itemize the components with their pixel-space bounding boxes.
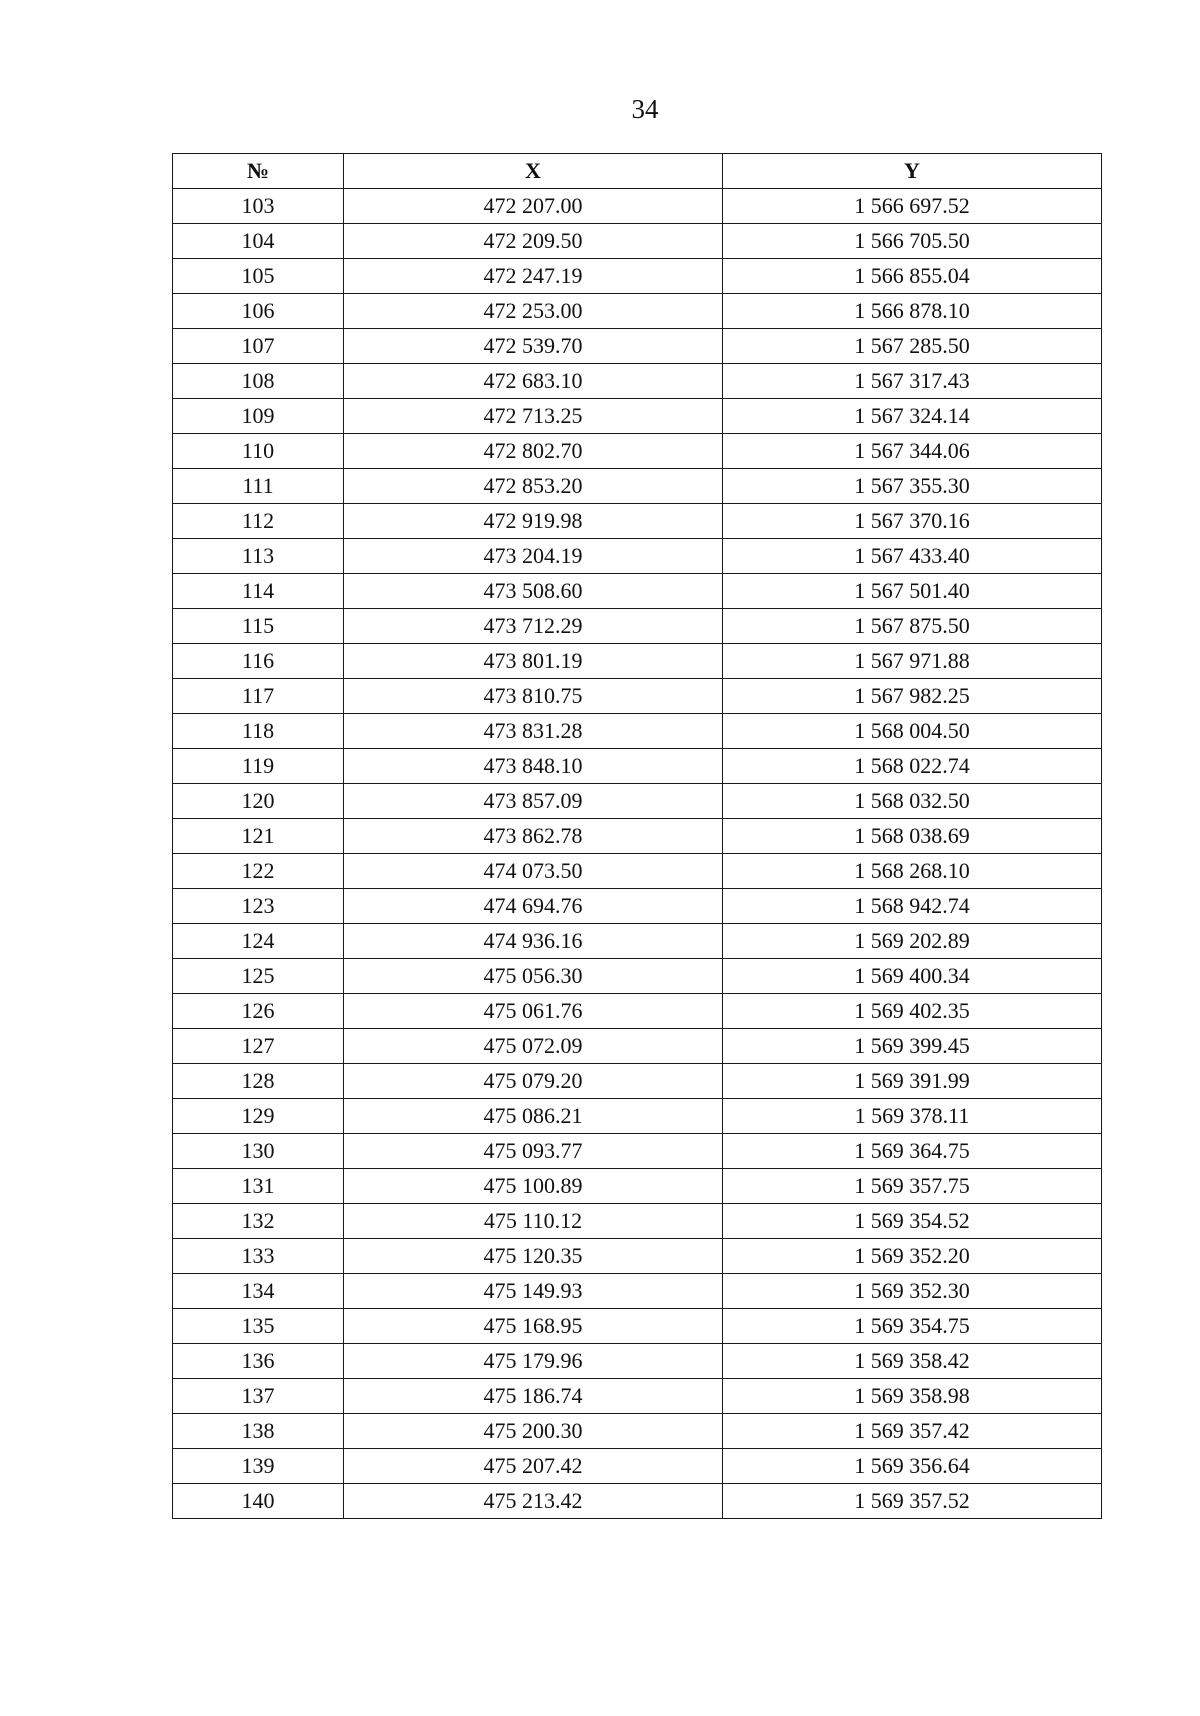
- table-row: [173, 1379, 1102, 1414]
- table-row: [173, 924, 1102, 959]
- table-row: [173, 819, 1102, 854]
- cell-x: 475 213.42: [344, 1484, 723, 1519]
- cell-x: 475 110.12: [344, 1204, 723, 1239]
- cell-y: 1 568 032.50: [723, 784, 1102, 819]
- cell-y: 1 569 378.11: [723, 1099, 1102, 1134]
- cell-y: 1 566 878.10: [723, 294, 1102, 329]
- cell-number: 121: [173, 819, 344, 854]
- cell-y: 1 569 400.34: [723, 959, 1102, 994]
- cell-number: 137: [173, 1379, 344, 1414]
- cell-y: 1 568 942.74: [723, 889, 1102, 924]
- table-row: [173, 224, 1102, 259]
- cell-number: 128: [173, 1064, 344, 1099]
- cell-y: 1 569 358.42: [723, 1344, 1102, 1379]
- cell-y: 1 569 364.75: [723, 1134, 1102, 1169]
- cell-x: 475 086.21: [344, 1099, 723, 1134]
- cell-number: 126: [173, 994, 344, 1029]
- cell-x: 472 919.98: [344, 504, 723, 539]
- table-row: [173, 714, 1102, 749]
- cell-number: 115: [173, 609, 344, 644]
- table-row: [173, 574, 1102, 609]
- cell-x: 475 207.42: [344, 1449, 723, 1484]
- table-row: [173, 889, 1102, 924]
- cell-number: 116: [173, 644, 344, 679]
- cell-y: 1 569 358.98: [723, 1379, 1102, 1414]
- table-row: [173, 1449, 1102, 1484]
- table-row: [173, 1099, 1102, 1134]
- cell-number: 127: [173, 1029, 344, 1064]
- column-header-x: X: [344, 154, 723, 189]
- cell-x: 473 862.78: [344, 819, 723, 854]
- cell-x: 472 247.19: [344, 259, 723, 294]
- table-row: [173, 399, 1102, 434]
- page-number: 34: [631, 94, 659, 124]
- column-header-number: №: [173, 154, 344, 189]
- cell-x: 473 801.19: [344, 644, 723, 679]
- cell-number: 123: [173, 889, 344, 924]
- cell-x: 472 853.20: [344, 469, 723, 504]
- cell-x: 475 179.96: [344, 1344, 723, 1379]
- coordinates-table: [172, 153, 1102, 1519]
- cell-y: 1 568 022.74: [723, 749, 1102, 784]
- cell-y: 1 569 352.20: [723, 1239, 1102, 1274]
- cell-y: 1 569 354.52: [723, 1204, 1102, 1239]
- cell-y: 1 569 202.89: [723, 924, 1102, 959]
- table-row: [173, 1274, 1102, 1309]
- cell-number: 139: [173, 1449, 344, 1484]
- cell-number: 133: [173, 1239, 344, 1274]
- cell-x: 472 713.25: [344, 399, 723, 434]
- cell-y: 1 567 433.40: [723, 539, 1102, 574]
- cell-number: 136: [173, 1344, 344, 1379]
- table-row: [173, 1134, 1102, 1169]
- cell-x: 472 253.00: [344, 294, 723, 329]
- table-row: [173, 784, 1102, 819]
- cell-x: 472 207.00: [344, 189, 723, 224]
- cell-x: 473 831.28: [344, 714, 723, 749]
- cell-x: 472 209.50: [344, 224, 723, 259]
- cell-y: 1 567 982.25: [723, 679, 1102, 714]
- cell-y: 1 568 004.50: [723, 714, 1102, 749]
- cell-y: 1 569 352.30: [723, 1274, 1102, 1309]
- cell-number: 134: [173, 1274, 344, 1309]
- cell-number: 106: [173, 294, 344, 329]
- cell-number: 111: [173, 469, 344, 504]
- cell-x: 473 848.10: [344, 749, 723, 784]
- cell-number: 110: [173, 434, 344, 469]
- cell-x: 475 056.30: [344, 959, 723, 994]
- cell-x: 475 100.89: [344, 1169, 723, 1204]
- cell-x: 473 508.60: [344, 574, 723, 609]
- cell-y: 1 567 971.88: [723, 644, 1102, 679]
- cell-number: 109: [173, 399, 344, 434]
- table-row: [173, 539, 1102, 574]
- cell-x: 475 186.74: [344, 1379, 723, 1414]
- cell-y: 1 569 391.99: [723, 1064, 1102, 1099]
- table-row: [173, 749, 1102, 784]
- cell-x: 473 204.19: [344, 539, 723, 574]
- table-row: [173, 609, 1102, 644]
- cell-number: 119: [173, 749, 344, 784]
- table-row: [173, 1239, 1102, 1274]
- cell-y: 1 566 855.04: [723, 259, 1102, 294]
- cell-x: 475 168.95: [344, 1309, 723, 1344]
- cell-y: 1 569 354.75: [723, 1309, 1102, 1344]
- table-row: [173, 1344, 1102, 1379]
- cell-x: 474 936.16: [344, 924, 723, 959]
- cell-x: 475 072.09: [344, 1029, 723, 1064]
- cell-number: 122: [173, 854, 344, 889]
- table-row: [173, 1309, 1102, 1344]
- cell-y: 1 569 356.64: [723, 1449, 1102, 1484]
- cell-y: 1 567 355.30: [723, 469, 1102, 504]
- cell-x: 475 120.35: [344, 1239, 723, 1274]
- cell-number: 125: [173, 959, 344, 994]
- cell-y: 1 567 344.06: [723, 434, 1102, 469]
- cell-y: 1 567 285.50: [723, 329, 1102, 364]
- cell-y: 1 567 324.14: [723, 399, 1102, 434]
- cell-x: 475 079.20: [344, 1064, 723, 1099]
- cell-number: 131: [173, 1169, 344, 1204]
- cell-number: 114: [173, 574, 344, 609]
- cell-number: 124: [173, 924, 344, 959]
- cell-x: 474 694.76: [344, 889, 723, 924]
- cell-number: 130: [173, 1134, 344, 1169]
- cell-number: 113: [173, 539, 344, 574]
- cell-x: 473 857.09: [344, 784, 723, 819]
- cell-y: 1 567 875.50: [723, 609, 1102, 644]
- cell-y: 1 569 357.52: [723, 1484, 1102, 1519]
- table-row: [173, 679, 1102, 714]
- cell-number: 135: [173, 1309, 344, 1344]
- cell-y: 1 569 357.75: [723, 1169, 1102, 1204]
- cell-y: 1 569 402.35: [723, 994, 1102, 1029]
- cell-y: 1 569 357.42: [723, 1414, 1102, 1449]
- cell-y: 1 568 038.69: [723, 819, 1102, 854]
- table-row: [173, 1204, 1102, 1239]
- cell-number: 108: [173, 364, 344, 399]
- cell-x: 472 539.70: [344, 329, 723, 364]
- cell-y: 1 569 399.45: [723, 1029, 1102, 1064]
- cell-number: 105: [173, 259, 344, 294]
- table-row: [173, 854, 1102, 889]
- column-header-y: Y: [723, 154, 1102, 189]
- cell-number: 120: [173, 784, 344, 819]
- cell-y: 1 567 370.16: [723, 504, 1102, 539]
- cell-number: 107: [173, 329, 344, 364]
- table-row: [173, 644, 1102, 679]
- table-row: [173, 294, 1102, 329]
- cell-number: 118: [173, 714, 344, 749]
- table-row: [173, 364, 1102, 399]
- cell-y: 1 567 317.43: [723, 364, 1102, 399]
- table-row: [173, 434, 1102, 469]
- table-row: [173, 504, 1102, 539]
- table-row: [173, 1064, 1102, 1099]
- table-row: [173, 1484, 1102, 1519]
- cell-y: 1 566 705.50: [723, 224, 1102, 259]
- table-row: [173, 259, 1102, 294]
- table-row: [173, 1029, 1102, 1064]
- table-row: [173, 1169, 1102, 1204]
- cell-y: 1 568 268.10: [723, 854, 1102, 889]
- cell-x: 472 683.10: [344, 364, 723, 399]
- table-row: [173, 469, 1102, 504]
- cell-number: 104: [173, 224, 344, 259]
- table-row: [173, 1414, 1102, 1449]
- cell-x: 473 712.29: [344, 609, 723, 644]
- cell-x: 474 073.50: [344, 854, 723, 889]
- cell-number: 129: [173, 1099, 344, 1134]
- header-row: [173, 154, 1102, 189]
- cell-y: 1 566 697.52: [723, 189, 1102, 224]
- table-body: [173, 189, 1102, 1519]
- cell-x: 472 802.70: [344, 434, 723, 469]
- cell-number: 132: [173, 1204, 344, 1239]
- cell-number: 140: [173, 1484, 344, 1519]
- table-header: [173, 154, 1102, 189]
- cell-x: 475 200.30: [344, 1414, 723, 1449]
- cell-number: 112: [173, 504, 344, 539]
- cell-x: 475 093.77: [344, 1134, 723, 1169]
- cell-number: 103: [173, 189, 344, 224]
- table-row: [173, 959, 1102, 994]
- cell-x: 473 810.75: [344, 679, 723, 714]
- cell-number: 117: [173, 679, 344, 714]
- cell-x: 475 149.93: [344, 1274, 723, 1309]
- cell-number: 138: [173, 1414, 344, 1449]
- cell-x: 475 061.76: [344, 994, 723, 1029]
- table-row: [173, 329, 1102, 364]
- cell-y: 1 567 501.40: [723, 574, 1102, 609]
- table-row: [173, 189, 1102, 224]
- table-row: [173, 994, 1102, 1029]
